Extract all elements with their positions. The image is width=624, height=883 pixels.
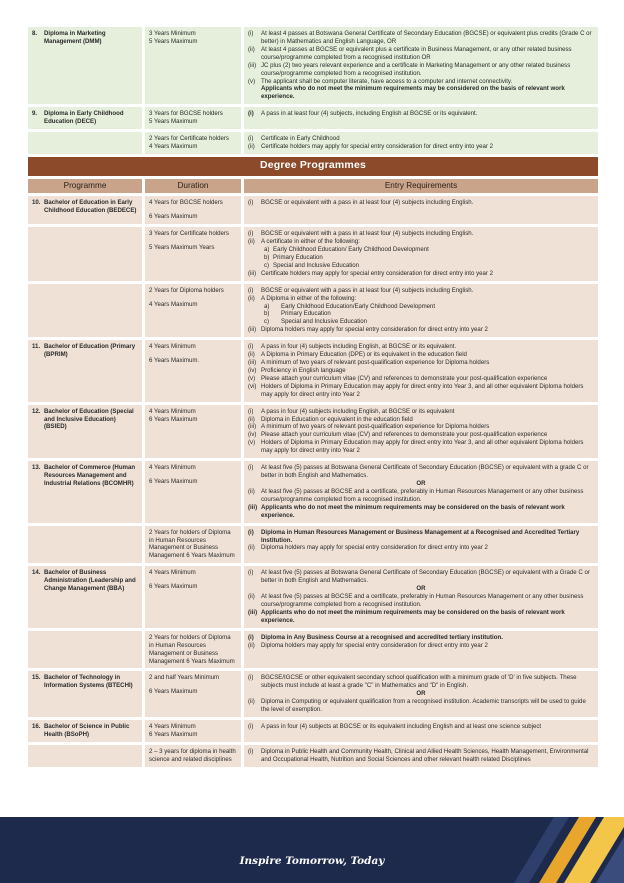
subitem-marker: a) <box>264 302 270 310</box>
requirement-item <box>248 544 594 552</box>
requirement-text: Diploma in Human Resources Management or Business Management at a Recognised and Accredited Tertiary Institution. <box>261 528 580 544</box>
programme-row <box>28 461 598 522</box>
programme-number: 15. <box>32 674 41 682</box>
requirement-marker: (i) <box>248 674 254 682</box>
requirements-cell <box>244 671 598 717</box>
programme-number: 16. <box>32 723 41 731</box>
requirement-item <box>248 46 594 62</box>
requirement-text: A minimum of two years of relevant post-qualification experience for Diploma holders <box>261 359 490 367</box>
requirement-text: Certificate holders may apply for special entry consideration for direct entry into year 2 <box>261 269 494 277</box>
programme-row <box>28 671 598 717</box>
duration-cell <box>145 631 241 669</box>
duration-line: 2 – 3 years for diploma in health science and related disciplines <box>149 747 236 763</box>
requirement-item <box>248 529 594 545</box>
programme-number: 8. <box>32 30 38 37</box>
duration-line: 4 Years Minimum <box>149 723 196 731</box>
requirement-item <box>248 143 594 151</box>
requirement-item <box>248 431 594 439</box>
programme-number: 12. <box>32 407 41 415</box>
duration-line: 5 Years Maximum Years <box>149 244 215 252</box>
requirement-marker: (ii) <box>248 294 255 302</box>
programme-row <box>28 227 598 281</box>
or-separator: OR <box>416 585 426 593</box>
requirement-item <box>248 748 594 764</box>
requirement-item <box>248 488 594 504</box>
requirement-marker: (iii) <box>248 503 258 511</box>
requirement-marker: (iv) <box>248 431 257 439</box>
duration-cell <box>145 461 241 522</box>
requirement-text: Certificate in Early Childhood <box>261 135 340 143</box>
duration-line: 6 Years Maximum <box>149 213 198 221</box>
requirement-marker: (iv) <box>248 366 257 374</box>
requirement-marker: (i) <box>248 569 254 577</box>
requirement-marker: (iii) <box>248 326 257 334</box>
duration-line: 4 Years Maximum <box>149 143 198 151</box>
requirement-item <box>248 295 594 303</box>
programme-row <box>28 107 598 129</box>
requirement-item <box>248 270 594 278</box>
requirement-text: A pass in four (4) subjects including English, at BGCSE or its equivalent <box>261 407 455 415</box>
requirements-cell <box>244 284 598 338</box>
requirement-item <box>248 110 594 118</box>
programme-row <box>28 284 598 338</box>
requirement-item <box>248 383 594 399</box>
requirement-text: A Diploma in Primary Education (DPE) or its equivalent in the education field <box>261 351 467 359</box>
requirement-marker: (v) <box>248 374 256 382</box>
duration-line: 4 Years Minimum <box>149 343 196 351</box>
requirements-cell <box>244 227 598 281</box>
programme-number: 14. <box>32 569 41 577</box>
requirement-item <box>248 423 594 431</box>
requirement-text: The applicant shall be computer literate, have access to a computer and internet connectivity. <box>261 77 513 85</box>
or-separator: OR <box>416 480 426 488</box>
programme-cell <box>28 196 142 224</box>
requirement-text: At least five (5) passes at BGCSE and a certificate, preferably in Human Resources Management or any other business course/programme completed from a recognised institution. <box>261 593 584 608</box>
programme-number: 13. <box>32 464 41 472</box>
requirement-item <box>248 78 594 86</box>
programme-row <box>28 566 598 627</box>
requirement-marker: (i) <box>248 230 254 238</box>
requirement-item <box>248 85 594 101</box>
requirement-text: Diploma holders may apply for special entry consideration for direct entry into year 2 <box>261 326 488 334</box>
programme-title: Diploma in Marketing Management (DMM) <box>44 30 106 45</box>
duration-line: 5 Years Maximum <box>149 37 198 45</box>
requirement-item <box>248 30 594 46</box>
subitem-text: Special and Inclusive Education <box>281 318 368 326</box>
programme-cell <box>28 227 142 281</box>
requirement-text: BGCSE or equivalent with a pass in at least four (4) subjects including English. <box>261 230 474 238</box>
requirement-item <box>248 609 594 625</box>
requirement-item <box>248 238 594 246</box>
duration-cell <box>145 526 241 564</box>
duration-cell <box>145 196 241 224</box>
programme-title: Bachelor of Commerce (Human Resources Management and Industrial Relations (BCOMHR) <box>44 464 136 488</box>
requirement-item <box>248 634 594 642</box>
subitem-text: Early Childhood Education/ Early Childhood Development <box>273 245 429 253</box>
requirement-item <box>248 343 594 351</box>
footer-banner <box>0 817 624 883</box>
subitem-marker: c) <box>264 318 270 326</box>
programme-title: Bachelor of Business Administration (Leadership and Change Management (BBA) <box>44 569 136 593</box>
duration-line: 2 Years for holders of Diploma in Human Resources Management or Business Management 6 Years Maximum <box>149 633 235 665</box>
requirements-cell <box>244 461 598 522</box>
requirement-marker: (ii) <box>248 698 255 706</box>
programme-row <box>28 631 598 669</box>
requirement-marker: (ii) <box>248 351 255 359</box>
programme-name <box>32 408 138 432</box>
requirement-marker: (i) <box>248 747 254 755</box>
requirement-item <box>248 416 594 424</box>
requirement-subitem <box>248 246 594 254</box>
programme-title: Bachelor of Education (Primary (BPRIM) <box>44 343 136 359</box>
requirement-marker: (i) <box>248 464 254 472</box>
requirement-marker: (iii) <box>248 61 257 69</box>
requirement-item <box>248 326 594 334</box>
requirement-text: BGCSE or equivalent with a pass in at least four (4) subjects including English. <box>261 199 474 207</box>
footer-stripes-graphic <box>364 817 624 883</box>
requirement-marker: (i) <box>248 199 254 207</box>
duration-line: 3 Years for Certificate holders <box>149 230 229 238</box>
duration-line: 6 Years Maximum <box>149 478 198 486</box>
requirement-marker: (i) <box>248 30 254 37</box>
subitem-marker: b) <box>264 310 270 318</box>
requirement-text: A Diploma in either of the following: <box>261 294 357 302</box>
subitem-text: Early Childhood Education/Early Childhood Development <box>281 302 436 310</box>
subitem-text: Special and Inclusive Education <box>273 261 360 269</box>
requirement-text: Proficiency in English language <box>261 366 346 374</box>
programme-row <box>28 526 598 564</box>
duration-line: 6 Years Maximum <box>149 730 198 738</box>
duration-cell <box>145 405 241 459</box>
requirements-cell <box>244 107 598 129</box>
requirement-marker: (ii) <box>248 143 255 151</box>
requirement-item <box>248 674 594 690</box>
duration-line: 4 Years for BGCSE holders <box>149 199 223 207</box>
requirement-item <box>248 359 594 367</box>
programme-cell <box>28 526 142 564</box>
requirement-marker: (i) <box>248 286 254 294</box>
programme-row <box>28 405 598 459</box>
requirement-text: Diploma in Any Business Course at a recognised and accredited tertiary institution. <box>261 633 503 641</box>
requirement-item <box>248 569 594 585</box>
requirement-marker: (i) <box>248 135 254 143</box>
programme-number: 11. <box>32 343 41 351</box>
requirement-text: A pass in at least four (4) subjects, including English at BGCSE or its equivalent. <box>261 110 478 118</box>
requirement-item <box>248 375 594 383</box>
requirement-marker: (iii) <box>248 269 257 277</box>
requirement-item <box>248 351 594 359</box>
requirement-item <box>248 464 594 480</box>
programme-name <box>32 110 138 126</box>
requirement-marker: (vi) <box>248 382 257 390</box>
subitem-marker: a) <box>264 245 270 253</box>
duration-line: 6 Years Maximum <box>149 583 198 591</box>
requirement-marker: (i) <box>248 723 254 731</box>
requirement-marker <box>248 85 261 101</box>
duration-cell <box>145 107 241 129</box>
requirement-subitem <box>248 303 594 311</box>
programme-name <box>32 674 138 690</box>
requirement-text: A pass in four (4) subjects at BGCSE or its equivalent including English and at least one science subject <box>261 723 542 731</box>
subitem-marker: c) <box>264 261 270 269</box>
requirement-text: Diploma in Public Health and Community Health, Clinical and Allied Health Sciences, Health Management, Environmental and Occupational Health, Nutrition and Social Sciences and other relevant health related Disciplines <box>261 747 589 763</box>
programme-cell <box>28 720 142 742</box>
programme-row <box>28 340 598 401</box>
subitem-text: Primary Education <box>281 310 331 318</box>
requirement-text: JC plus (2) two years relevant experience and a certificate in Marketing Management or any other related business course/programme completed from a recognised institution. <box>261 61 571 77</box>
programme-cell <box>28 461 142 522</box>
requirement-item <box>248 367 594 375</box>
duration-cell <box>145 720 241 742</box>
requirement-text: At least five (5) passes at Botswana General Certificate of Secondary Education (BGCSE) or equivalent with a Grade C or better in both English and Mathematics. <box>261 569 590 585</box>
requirement-text: Applicants who do not meet the minimum requirements may be considered on the basis of relevant work experience. <box>261 608 565 624</box>
requirements-cell <box>244 566 598 627</box>
requirements-cell <box>244 196 598 224</box>
duration-cell <box>145 27 241 104</box>
requirement-item <box>248 62 594 78</box>
column-headers <box>28 179 598 194</box>
requirements-cell <box>244 340 598 401</box>
requirement-marker: (ii) <box>248 487 255 495</box>
programme-cell <box>28 132 142 154</box>
header-requirements: Entry Requirements <box>244 179 598 194</box>
duration-line: 6 Years Maximum. <box>149 357 200 365</box>
programme-title: Diploma in Early Childhood Education (DECE) <box>44 110 124 126</box>
requirement-item <box>248 593 594 609</box>
requirement-text: Diploma holders may apply for special entry consideration for direct entry into year 2 <box>261 641 488 649</box>
requirement-subitem <box>248 310 594 318</box>
requirement-marker: (i) <box>248 110 254 118</box>
subitem-text: Primary Education <box>273 253 323 261</box>
requirement-marker: (ii) <box>248 641 255 649</box>
duration-line: 4 Years Minimum <box>149 407 196 415</box>
programme-title: Bachelor of Science in Public Health (BSoPH) <box>44 723 130 738</box>
requirement-text: A pass in four (4) subjects including English, at BGCSE or its equivalent. <box>261 343 457 351</box>
requirement-subitem <box>248 318 594 326</box>
requirement-text: Diploma in Computing or equivalent qualification from a recognised institution. Academic transcripts will be used to guide the level of exemption. <box>261 698 586 714</box>
requirement-text: At least 4 passes at Botswana General Certificate of Secondary Education (BGCSE) or equivalent plus credits (Grade C or better) in Mathematics and English Language, OR <box>261 30 592 45</box>
programme-name <box>32 30 138 46</box>
requirement-text: BGCSE/IGCSE or other equivalent secondary school qualification with a minimum grade of 'D' in five subjects. These subjects must include at least a grade "C" in Mathematics and "D" in English. <box>261 674 577 690</box>
programme-cell <box>28 631 142 669</box>
programme-title: Bachelor of Technology in Information Systems (BTECHI) <box>44 674 133 690</box>
programme-name <box>32 723 138 739</box>
header-programme: Programme <box>28 179 142 194</box>
duration-cell <box>145 227 241 281</box>
requirement-marker: (i) <box>248 343 254 351</box>
duration-line: 4 Years Maximum <box>149 300 198 308</box>
requirement-text: A certificate in either of the following: <box>261 238 360 246</box>
duration-cell <box>145 340 241 401</box>
section-heading: Degree Programmes <box>28 157 598 176</box>
requirement-text: Please attach your curriculum vitae (CV) and references to demonstrate your post-qualification experience <box>261 374 548 382</box>
duration-line: 2 and half Years Minimum <box>149 674 220 682</box>
requirement-text: Diploma holders may apply for special entry consideration for direct entry into year 2 <box>261 544 488 552</box>
requirement-text: At least five (5) passes at BGCSE and a certificate, preferably in Human Resources Management or any other business course/programme completed from a recognised institution. <box>261 487 584 503</box>
requirement-item <box>248 698 594 714</box>
diploma-table <box>28 27 598 154</box>
duration-cell <box>145 671 241 717</box>
requirement-marker: (v) <box>248 439 256 447</box>
requirement-marker: (i) <box>248 633 254 641</box>
programme-row <box>28 720 598 742</box>
duration-line: 2 Years for holders of Diploma in Human Resources Management or Business Management 6 Years Maximum <box>149 528 235 560</box>
requirement-marker: (ii) <box>248 544 255 552</box>
duration-line: 3 Years Minimum <box>149 30 196 37</box>
programme-cell <box>28 745 142 767</box>
header-duration: Duration <box>145 179 241 194</box>
requirement-item <box>248 504 594 520</box>
duration-line: 4 Years Minimum <box>149 464 196 472</box>
requirement-marker: (ii) <box>248 593 255 601</box>
duration-line: 6 Years Maximum <box>149 688 198 696</box>
duration-line: 4 Years Minimum <box>149 569 196 577</box>
requirement-marker: (ii) <box>248 238 255 246</box>
requirements-cell <box>244 720 598 742</box>
requirement-subitem <box>248 262 594 270</box>
requirements-cell <box>244 27 598 104</box>
programme-cell <box>28 671 142 717</box>
requirement-text: Please attach your curriculum vitae (CV) and references to demonstrate your post-qualification experience <box>261 431 548 439</box>
requirement-marker: (ii) <box>248 415 255 423</box>
requirement-text: Diploma in Education or equivalent in the education field <box>261 415 413 423</box>
duration-line: 2 Years for Certificate holders <box>149 135 229 143</box>
programme-row <box>28 132 598 154</box>
requirement-item <box>248 199 594 207</box>
footer-tagline: Inspire Tomorrow, Today <box>239 855 385 867</box>
requirement-marker: (iii) <box>248 608 258 616</box>
duration-line: 3 Years for BGCSE holders <box>149 110 223 118</box>
programme-number: 9. <box>32 110 38 118</box>
requirement-text: At least five (5) passes at Botswana General Certificate of Secondary Education (BGCSE) or equivalent with a grade C or better in both English and Mathematics. <box>261 464 589 480</box>
subitem-marker: b) <box>264 253 270 261</box>
requirements-cell <box>244 745 598 767</box>
programme-cell <box>28 107 142 129</box>
duration-cell <box>145 132 241 154</box>
requirement-marker: (iii) <box>248 423 257 431</box>
requirement-text: Certificate holders may apply for special entry consideration for direct entry into year 2 <box>261 143 494 151</box>
requirement-text: At least 4 passes at BGCSE or equivalent plus a certificate in Business Management, or any other related business course/programme completed from a recognised institution OR <box>261 45 572 61</box>
programme-cell <box>28 27 142 104</box>
requirement-marker: (v) <box>248 77 256 85</box>
requirement-marker: (iii) <box>248 359 257 367</box>
document-body <box>28 27 598 770</box>
requirements-cell <box>244 526 598 564</box>
programme-row <box>28 196 598 224</box>
duration-line: 2 Years for Diploma holders <box>149 286 224 294</box>
programme-number: 10. <box>32 199 41 207</box>
requirement-item <box>248 135 594 143</box>
requirements-cell <box>244 132 598 154</box>
programme-cell <box>28 405 142 459</box>
requirement-item <box>248 723 594 731</box>
requirement-subitem <box>248 254 594 262</box>
requirement-text: Applicants who do not meet the minimum requirements may be considered on the basis of relevant work experience. <box>261 85 565 101</box>
requirement-text: A minimum of two years of relevant post-qualification experience for Diploma holders <box>261 423 490 431</box>
programme-title: Bachelor of Education (Special and Inclusive Education) (BSIED) <box>44 407 134 431</box>
programme-name <box>32 569 138 593</box>
or-separator: OR <box>416 690 426 698</box>
requirement-item <box>248 439 594 455</box>
requirements-cell <box>244 631 598 669</box>
duration-line: 6 Years Maximum <box>149 415 198 423</box>
duration-cell <box>145 284 241 338</box>
requirement-marker: (i) <box>248 407 254 415</box>
requirement-item <box>248 287 594 295</box>
requirements-cell <box>244 405 598 459</box>
duration-line: 5 Years Maximum <box>149 118 198 126</box>
requirement-item <box>248 230 594 238</box>
programme-title: Bachelor of Education in Early Childhood Education (BEDECE) <box>44 199 137 215</box>
programme-name <box>32 464 138 488</box>
requirement-text: Applicants who do not meet the minimum requirements may be considered on the basis of relevant work experience. <box>261 503 565 519</box>
programme-name <box>32 343 138 359</box>
programme-row <box>28 27 598 104</box>
requirement-text: Holders of Diploma in Primary Education may apply for direct entry into Year 3, and all other equivalent Diploma holders may apply for direct entry into Year 2 <box>261 439 584 455</box>
requirement-item <box>248 642 594 650</box>
requirement-item <box>248 408 594 416</box>
programme-cell <box>28 284 142 338</box>
degree-table <box>28 196 598 766</box>
programme-row <box>28 745 598 767</box>
programme-cell <box>28 566 142 627</box>
requirement-text: BGCSE or equivalent with a pass in at least four (4) subjects including English. <box>261 286 474 294</box>
programme-cell <box>28 340 142 401</box>
requirement-marker: (i) <box>248 528 254 536</box>
duration-cell <box>145 745 241 767</box>
requirement-text: Holders of Diploma in Primary Education may apply for direct entry into Year 3, and all other equivalent Diploma holders may apply for direct entry into Year 2 <box>261 382 584 398</box>
duration-cell <box>145 566 241 627</box>
requirement-marker: (ii) <box>248 45 255 53</box>
programme-name <box>32 199 138 215</box>
